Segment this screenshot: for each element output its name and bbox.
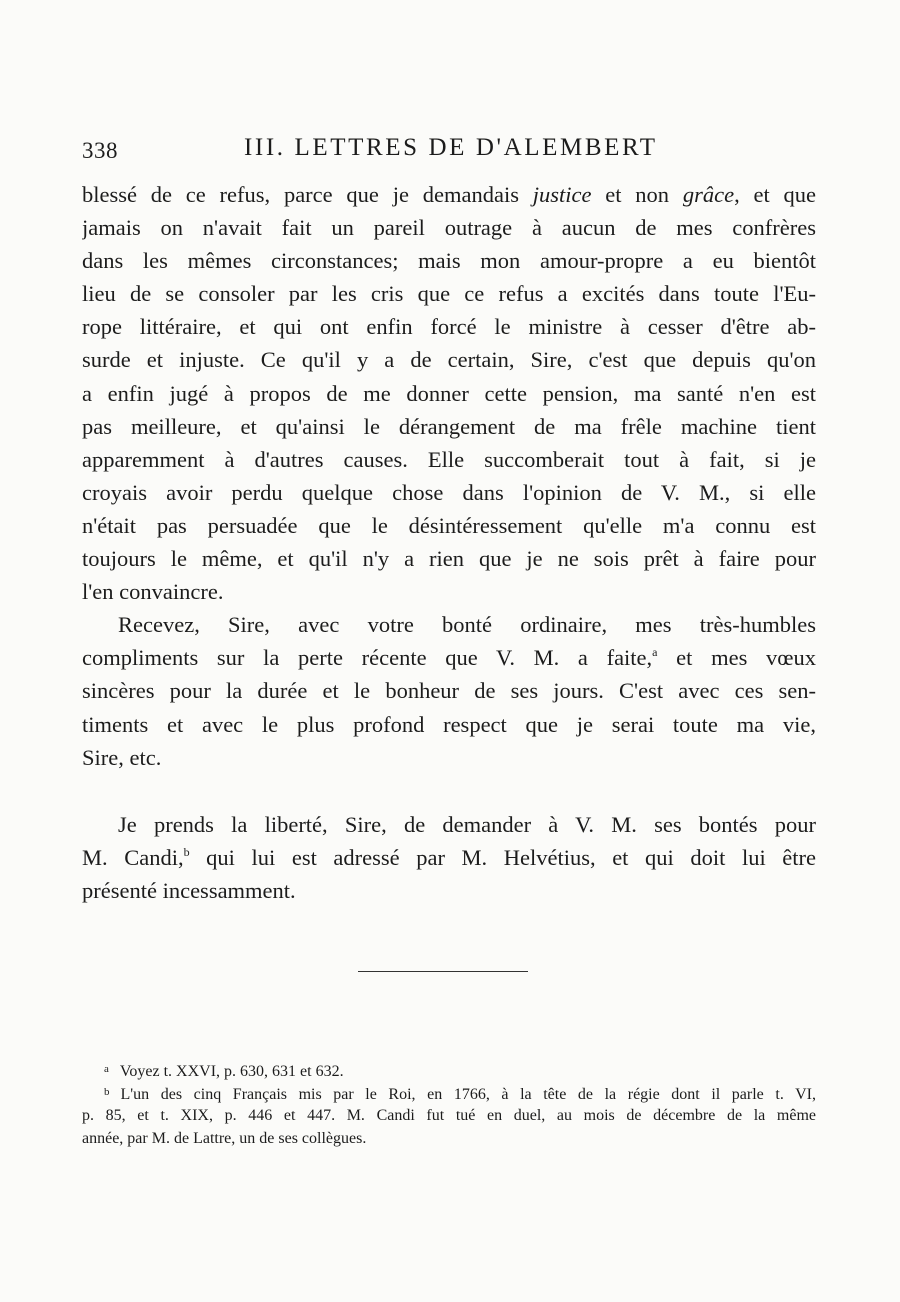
running-title: III. LETTRES DE D'ALEMBERT	[244, 134, 658, 161]
footnote-text: Voyez t. XXVI, p. 630, 631 et 632.	[119, 1063, 344, 1080]
text-line	[82, 476, 816, 509]
text-line	[82, 244, 816, 277]
text-run: M. Candi,	[82, 844, 184, 870]
text-run: et non	[591, 182, 683, 207]
text-line	[82, 641, 816, 674]
footnotes	[82, 1058, 816, 1150]
page-number: 338	[82, 138, 118, 163]
text-run: toujours le même, et qu'il n'y a rien que je ne sois prêt à faire pour	[82, 546, 816, 572]
footnote-text: p. 85, et t. XIX, p. 446 et 447. M. Candi fut tué en duel, au mois de décembre de la même	[82, 1107, 816, 1124]
text-line	[82, 343, 816, 376]
page-header	[82, 134, 822, 174]
text-run: , et que	[734, 182, 816, 207]
body-text	[82, 178, 816, 907]
text-run: et mes vœux	[657, 645, 816, 671]
text-run: croyais avoir perdu quelque chose dans l'opinion de V. M., si elle	[82, 479, 816, 505]
text-run: présenté incessamment.	[82, 877, 296, 903]
footnote-line	[82, 1104, 816, 1127]
footnote-line	[82, 1081, 816, 1104]
text-line	[82, 178, 816, 211]
text-run: lieu de se consoler par les cris que ce refus a excités dans toute l'Eu-	[82, 281, 816, 307]
text-run: Je prends la liberté, Sire, de demander à V. M. ses bontés pour	[118, 811, 816, 837]
section-divider	[358, 971, 528, 972]
paragraph-1	[82, 178, 816, 608]
footnote-marker: b	[104, 1086, 110, 1098]
footnote-text: L'un des cinq Français mis par le Roi, en 1766, à la tête de la régie dont il parle t. VI,	[120, 1086, 816, 1103]
text-run: blessé de ce refus, parce que je demandais	[82, 182, 533, 207]
text-run: rope littéraire, et qui ont enfin forcé le ministre à cesser d'être ab-	[82, 314, 816, 340]
italic-word: grâce	[682, 182, 735, 207]
text-run: jamais on n'avait fait un pareil outrage à aucun de mes confrères	[82, 215, 816, 241]
text-line	[82, 310, 816, 343]
footnote-line	[82, 1127, 816, 1150]
text-run: apparemment à d'autres causes. Elle succomberait tout à fait, si je	[82, 446, 816, 472]
footnote-text: année, par M. de Lattre, un de ses collègues.	[82, 1130, 367, 1147]
paragraph-3	[82, 808, 816, 907]
text-run: qui lui est adressé par M. Helvétius, et qui doit lui être	[189, 844, 816, 870]
text-line	[82, 443, 816, 476]
text-run: timents et avec le plus profond respect que je serai toute ma vie,	[82, 711, 816, 737]
text-run: Sire, etc.	[82, 744, 162, 770]
text-run: n'était pas persuadée que le désintéressement qu'elle m'a connu est	[82, 512, 816, 538]
text-line	[82, 277, 816, 310]
text-run: l'en convaincre.	[82, 579, 224, 605]
text-line	[82, 211, 816, 244]
text-line	[82, 741, 816, 774]
text-line	[82, 410, 816, 443]
text-run: dans les mêmes circonstances; mais mon amour-propre a eu bientôt	[82, 248, 816, 274]
text-line	[82, 841, 816, 874]
paragraph-gap	[82, 774, 816, 808]
text-line	[82, 575, 816, 608]
text-run: a enfin jugé à propos de me donner cette pension, ma santé n'en est	[82, 380, 816, 406]
text-line	[82, 608, 816, 641]
text-line	[82, 874, 816, 907]
text-line	[82, 377, 816, 410]
footnote-reference: b	[183, 844, 190, 859]
text-run: Recevez, Sire, avec votre bonté ordinaire, mes très-humbles	[118, 612, 816, 638]
text-run: pas meilleure, et qu'ainsi le dérangement de ma frêle machine tient	[82, 413, 816, 439]
text-run: compliments sur la perte récente que V. M. a faite,	[82, 645, 653, 671]
paragraph-2	[82, 608, 816, 773]
footnote-line	[82, 1058, 816, 1081]
text-line	[82, 542, 816, 575]
text-line	[82, 708, 816, 741]
text-run: sincères pour la durée et le bonheur de ses jours. C'est avec ces sen-	[82, 678, 816, 704]
text-line	[82, 808, 816, 841]
footnote-marker: a	[104, 1063, 109, 1075]
text-line	[82, 509, 816, 542]
italic-word: justice	[532, 182, 592, 207]
text-line	[82, 674, 816, 707]
text-run: surde et injuste. Ce qu'il y a de certain, Sire, c'est que depuis qu'on	[82, 347, 816, 373]
footnote-reference: a	[652, 645, 658, 660]
